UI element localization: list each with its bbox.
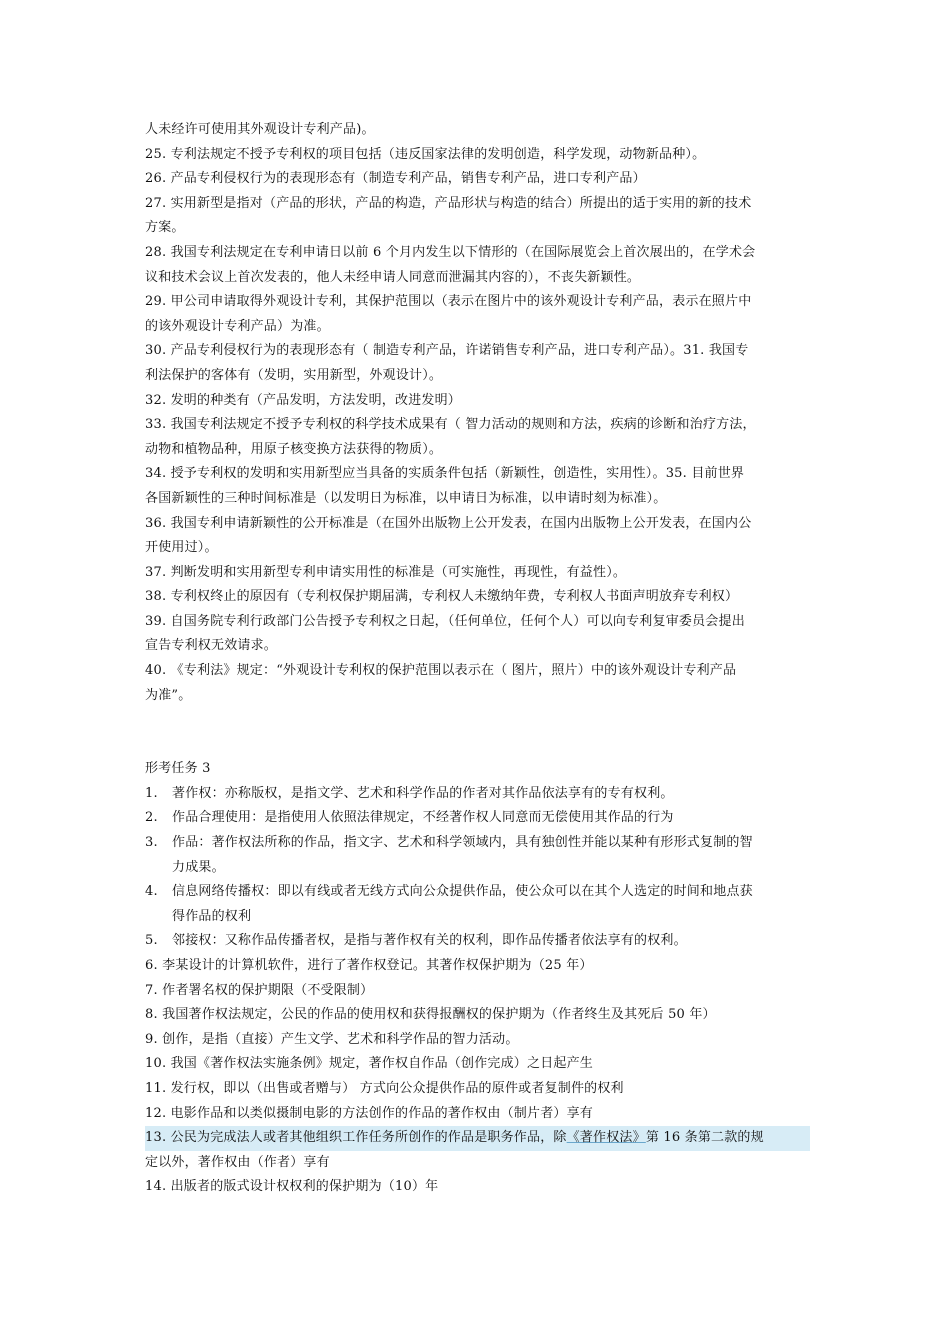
text-line: 34. 授予专利权的发明和实用新型应当具备的实质条件包括（新颖性，创造性，实用性）。35. 目前世界 [145,466,745,482]
text-line: 6. 李某设计的计算机软件，进行了著作权登记。其著作权保护期为（25 年） [145,958,593,973]
list-text: 邻接权：又称作品传播者权，是指与著作权有关的权利，即作品传播者依法享有的权利。 [172,933,687,949]
text-line: 12. 电影作品和以类似摄制电影的方法创作的作品的著作权由（制片者）享有 [145,1105,594,1121]
text-line: 开使用过）。 [145,540,218,556]
text-line: 14. 出版者的版式设计权权利的保护期为（10）年 [145,1179,439,1195]
text-line: 32. 发明的种类有（产品发明，方法发明，改进发明） [145,392,462,408]
list-text: 著作权：亦称版权，是指文学、艺术和科学作品的作者对其作品依法享有的专有权利。 [172,785,674,801]
text-line: 27. 实用新型是指对（产品的形状，产品的构造，产品形状与构造的结合）所提出的适于实用的新的技术 [145,195,752,211]
list-number: 2. [145,810,158,826]
text-line: 为准”。 [145,687,192,703]
text-line: 各国新颖性的三种时间标准是（以发明日为标准，以申请日为标准，以申请时刻为标准）。 [145,490,667,506]
list-item [145,905,810,930]
text-line: 40. 《专利法》规定：“外观设计专利权的保护范围以表示在（ 图片，照片）中的该外观设计专利产品 [145,663,737,679]
text-line: 8. 我国著作权法规定，公民的作品的使用权和获得报酬权的保护期为（作者终生及其死后 50 年） [145,1007,716,1023]
text-line: 10. 我国《著作权法实施条例》规定，著作权自作品（创作完成）之日起产生 [145,1056,594,1072]
text-line: 11. 发行权，即以（出售或者赠与） 方式向公众提供作品的原件或者复制件的权利 [145,1080,624,1096]
text-line: 动物和植物品种，用原子核变换方法获得的物质）。 [145,441,443,457]
list-text: 作品合理使用：是指使用人依照法律规定，不经著作权人同意而无偿使用其作品的行为 [172,810,674,826]
text-line: 利法保护的客体有（发明，实用新型，外观设计）。 [145,367,443,383]
text-line: 28. 我国专利法规定在专利申请日以前 6 个月内发生以下情形的（在国际展览会上首次展出的，在学术会 [145,244,756,260]
list-text: 信息网络传播权：即以有线或者无线方式向公众提供作品，使公众可以在其个人选定的时间和地点获 [172,884,753,900]
list-text: 力成果。 [172,859,225,875]
list-number: 1. [145,785,158,801]
text-line: 7. 作者署名权的保护期限（不受限制） [145,982,374,998]
document-body [145,118,810,1200]
text-line: 议和技术会议上首次发表的，他人未经申请人同意而泄漏其内容的），不丧失新颖性。 [145,269,641,285]
list-item [145,929,810,954]
section-gap [145,708,810,757]
list-item [145,806,810,831]
text-line: 25. 专利法规定不授予专利权的项目包括（违反国家法律的发明创造，科学发现，动物新品种）。 [145,146,706,162]
text-line: 30. 产品专利侵权行为的表现形态有（ 制造专利产品，许诺销售专利产品，进口专利产品）。31. 我国专 [145,343,749,359]
text-line: 39. 自国务院专利行政部门公告授予专利权之日起，（任何单位，任何个人）可以向专利复审委员会提出 [145,613,745,629]
highlighted-text: 13. 公民为完成法人或者其他组织工作任务所创作的作品是职务作品，除 [145,1130,567,1146]
list-item [145,880,810,905]
text-line: 方案。 [145,220,185,236]
list-item [145,782,810,807]
text-line: 9. 创作，是指（直接）产生文学、艺术和科学作品的智力活动。 [145,1031,519,1047]
highlighted-text: 第 16 条第二款的规 [645,1130,764,1146]
text-line: 宣告专利权无效请求。 [145,638,278,654]
text-line: 36. 我国专利申请新颖性的公开标准是（在国外出版物上公开发表，在国内出版物上公开发表，在国内公 [145,515,752,531]
law-link[interactable]: 《著作权法》 [566,1130,646,1146]
text-line: 26. 产品专利侵权行为的表现形态有（制造专利产品，销售专利产品，进口专利产品） [145,171,646,187]
list-item [145,856,810,881]
list-number: 5. [145,933,158,949]
list-number: 4. [145,884,158,900]
text-line: 人未经许可使用其外观设计专利产品)。 [145,122,375,137]
text-line: 29. 甲公司申请取得外观设计专利，其保护范围以（表示在图片中的该外观设计专利产品，表示在照片中 [145,294,752,310]
text-line: 定以外，著作权由（作者）享有 [145,1154,330,1170]
text-line: 的该外观设计专利产品）为准。 [145,318,330,334]
text-line: 33. 我国专利法规定不授予专利权的科学技术成果有（ 智力活动的规则和方法，疾病的诊断和治疗方法， [145,417,756,433]
text-line: 37. 判断发明和实用新型专利申请实用性的标准是（可实施性，再现性，有益性）。 [145,564,627,580]
list-text: 得作品的权利 [172,908,252,924]
highlighted-line [145,1126,810,1151]
list-text: 作品：著作权法所称的作品，指文字、艺术和科学领域内，具有独创性并能以某种有形形式复制的智 [172,835,753,851]
section-heading: 形考任务 3 [145,761,211,777]
list-number: 3. [145,835,158,851]
list-item [145,831,810,856]
text-line: 38. 专利权终止的原因有（专利权保护期届满，专利权人未缴纳年费，专利权人书面声明放弃专利权） [145,589,739,605]
